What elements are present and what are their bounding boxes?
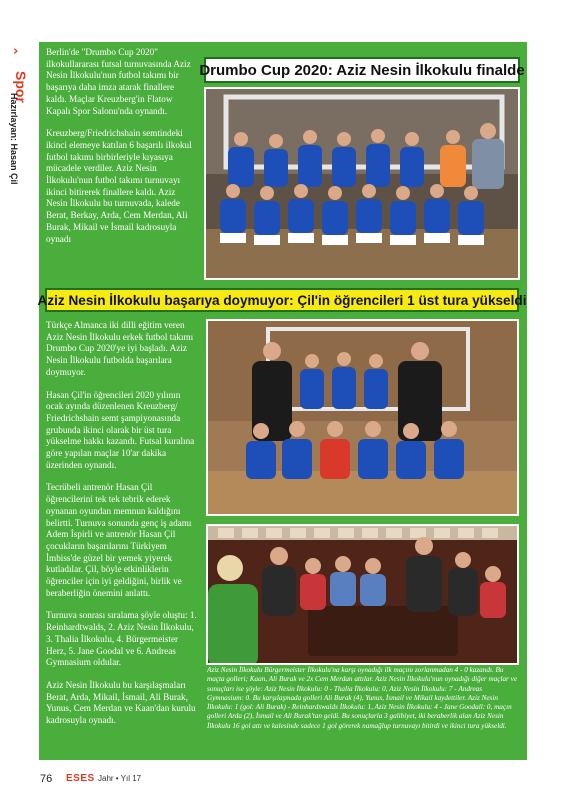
byline: Hazırlayan: Hasan Çil (9, 93, 19, 185)
article1-body (46, 47, 196, 256)
team-photo-hall-image (206, 89, 520, 280)
section-label: Spor (13, 71, 29, 103)
article2-paragraph: Türkçe Almanca iki dilli eğitim veren Aziz Nesin İlkokulu erkek futbol takımı Drumbo Cup 2020'ye iyi başladı. Aziz Nesin İlkokulu futbolda başarılara doymuyor. (46, 320, 194, 377)
article2-paragraph: Aziz Nesin İlkokulu bu karşılaşmaları Berat, Arda, Mikail, İsmail, Ali Burak, Yunus, Cem Merdan ve Kaan'dan kurulu kadrosuyla oynadı. (46, 679, 196, 726)
article2-paragraph: Turnuva sonrası sıralama şöyle oluştu: 1. Reinhardtwalds, 2. Aziz Nesin İlkokulu, 3. Thalia İlkokulu, 4. Bürgermeister Herz, 5. Jane Goodal ve 6. Andreas Gymnasium oldular. (46, 610, 197, 668)
issue-label: Jahr • Yıl 17 (98, 774, 142, 783)
magazine-logo: ESES (66, 773, 95, 784)
article1-paragraph: Kreuzberg/Friedrichshain semtindeki ikinci elemeye katılan 6 başarılı ilkokul futbol takımı birbirleriyle kıyasıya mücadele verdiler. Aziz Nesin İlkokulu'nun futbol takımı turnuvayı ikinci bitirerek finallere kaldı. Aziz Nesin İlkokulu bu turnuvada, kalede Berat, Berkay, Arda, Cem Merdan, Ali Burak, Mikail ve İsmail kadrosuyla oynadı (46, 128, 192, 244)
team-photo-coaches (206, 319, 519, 516)
chevron-right-icon: › (13, 44, 19, 59)
team-photo-dinner (206, 524, 519, 665)
article2-title: Aziz Nesin İlkokulu başarıya doymuyor: Çil'in öğrencileri 1 üst tura yükseldi (45, 288, 519, 312)
article2-paragraph: Tecrübeli antrenör Hasan Çil öğrencilerini tek tek tebrik ederek oynanan oyundan memnun kaldığını belirtti. Turnuva sonunda genç iş adamı Adem İspirli ve antrenör Hasan Çil çocukların başarılarını Türkiyem İmbiss'de güzel bir yemek yiyerek kutladılar. Çil, böyle etkinliklerin öğrenciler için iyi geldiğini, birlik ve beraberliğin önemini anlattı. (46, 482, 192, 598)
page-number: 76 (40, 773, 53, 785)
team-photo-dinner-image (208, 526, 519, 665)
article2-paragraph: Hasan Çil'in öğrencileri 2020 yılının ocak ayında düzenlenen Kreuzberg/ Friedrichshain semt şampiyonasında grubunda ikinci olarak bir üst tura yükselme hakkı kazandı. Futsal kuralına göre yapılan maçlar 10'ar dakika üzerinden oynandı. (46, 389, 195, 470)
article2-body (46, 320, 198, 738)
team-photo-hall (204, 87, 520, 280)
team-photo-coaches-image (208, 321, 519, 516)
page-footer (0, 770, 565, 800)
article1-title: Drumbo Cup 2020: Aziz Nesin İlkokulu finalde (204, 57, 520, 83)
photo-caption: Aziz Nesin İlkokulu Bürgermeister İlkokulu'na karşı oynadığı ilk maçını zorlanmadan 4 - 0 kazandı. Bu maçta golleri; Kaan, Ali Burak ve 2x Cem Merdan attılar. Aziz Nesin İlkokulu'nun oynadığı diğer maçlar ve sonuçları ise şöyle: Aziz Nesin İlkokulu: 0 - Thalia İlkokulu: 0, Aziz Nesin İlkokulu: 7 - Andreas Gymnasium: 0. Bu karşılaşmada golleri Ali Burak (4), Yunus, İsmail ve Mikail kaydettiler. Aziz Nesin İlkokulu: 1 (gol: Ali Burak) - Reinhardswalds İlkokulu: 1, Aziz Nesin İlkokulu: 4 - Jane Goodall: 0, maçın golleri Arda (2), İsmail ve Ali Burak'tan geldi. Bu sonuçlarla 3 galibiyet, iki beraberlik alan Aziz Nesin İlkokulu 16 gol attı ve kalesinde sadece 1 gol görerek namağlup turnuvayı bitirdi ve ikinci tura yükseldi. (207, 666, 518, 730)
article1-paragraph: Berlin'de "Drumbo Cup 2020" ilkokullararası futsal turnuvasında Aziz Nesin İlkokulu'nun futbol takımı bir başarıya daha imza atarak finallere kaldı. Maçlar Kreuzberg'in Flatow Kapalı Spor Salonu'nda oynandı. (46, 47, 191, 116)
